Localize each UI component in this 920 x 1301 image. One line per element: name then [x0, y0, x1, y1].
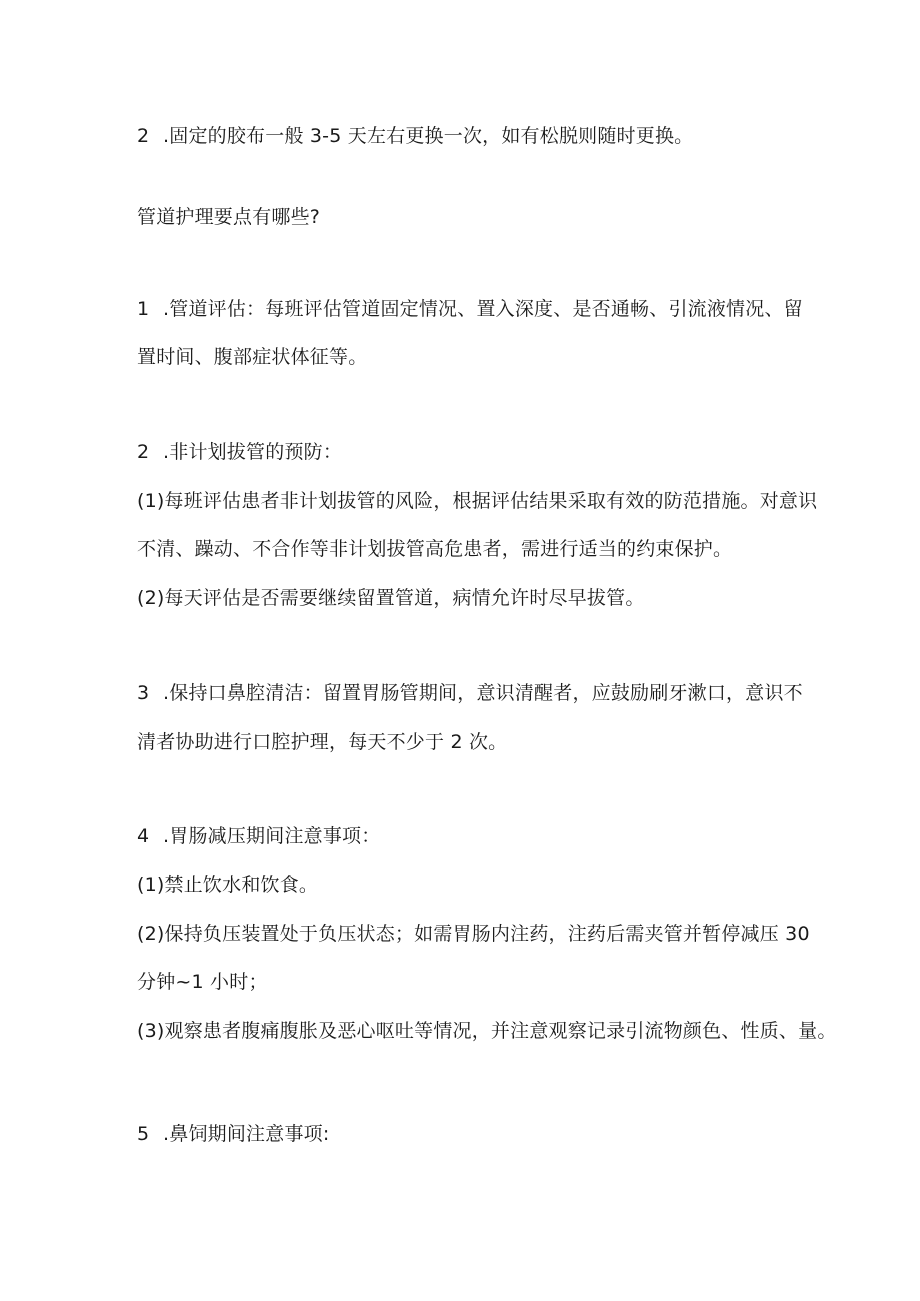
line-text: .非计划拔管的预防：: [163, 441, 343, 463]
line-text: .保持口鼻腔清洁：留置胃肠管期间，意识清醒者，应鼓励刷牙漱口，意识不: [163, 682, 803, 704]
line-text: 管道护理要点有哪些?: [137, 206, 321, 228]
paragraph-line: [137, 440, 797, 464]
paragraph-line: [137, 681, 803, 705]
line-text: 置时间、腹部症状体征等。: [137, 346, 368, 368]
line-text: (3)观察患者腹痛腹胀及恶心呕吐等情况，并注意观察记录引流物颜色、性质、量。: [137, 1020, 837, 1042]
paragraph-line: [137, 124, 797, 148]
item-number: 2: [137, 441, 150, 463]
item-number: 4: [137, 825, 150, 847]
item-number: 1: [137, 298, 150, 320]
line-text: .鼻饲期间注意事项:: [163, 1123, 330, 1145]
line-text: (2)每天评估是否需要继续留置管道，病情允许时尽早拔管。: [137, 587, 645, 609]
paragraph-line: [137, 824, 797, 848]
paragraph-line: [137, 1019, 837, 1043]
line-text: (2)保持负压装置处于负压状态；如需胃肠内注药，注药后需夹管并暂停减压 30: [137, 923, 810, 945]
line-text: 分钟~1 小时；: [137, 971, 268, 993]
line-text: 不清、躁动、不合作等非计划拔管高危患者，需进行适当的约束保护。: [137, 538, 733, 560]
line-text: (1)禁止饮水和饮食。: [137, 874, 319, 896]
paragraph-line: [137, 922, 810, 946]
line-text: 清者协助进行口腔护理，每天不少于 2 次。: [137, 731, 508, 753]
section-heading: [137, 205, 797, 229]
paragraph-line: [137, 1122, 797, 1146]
paragraph-line: [137, 970, 797, 994]
paragraph-line: [137, 873, 797, 897]
line-text: .固定的胶布一般 3-5 天左右更换一次，如有松脱则随时更换。: [163, 125, 694, 147]
paragraph-line: [137, 345, 797, 369]
item-number: 5: [137, 1123, 150, 1145]
paragraph-line: [137, 586, 797, 610]
item-number: 2: [137, 125, 150, 147]
paragraph-line: [137, 730, 797, 754]
paragraph-line: [137, 297, 803, 321]
line-text: .胃肠减压期间注意事项：: [163, 825, 381, 847]
line-text: (1)每班评估患者非计划拔管的风险，根据评估结果采取有效的防范措施。对意识: [137, 490, 818, 512]
paragraph-line: [137, 537, 797, 561]
paragraph-line: [137, 489, 818, 513]
item-number: 3: [137, 682, 150, 704]
line-text: .管道评估：每班评估管道固定情况、置入深度、是否通畅、引流液情况、留: [163, 298, 803, 320]
